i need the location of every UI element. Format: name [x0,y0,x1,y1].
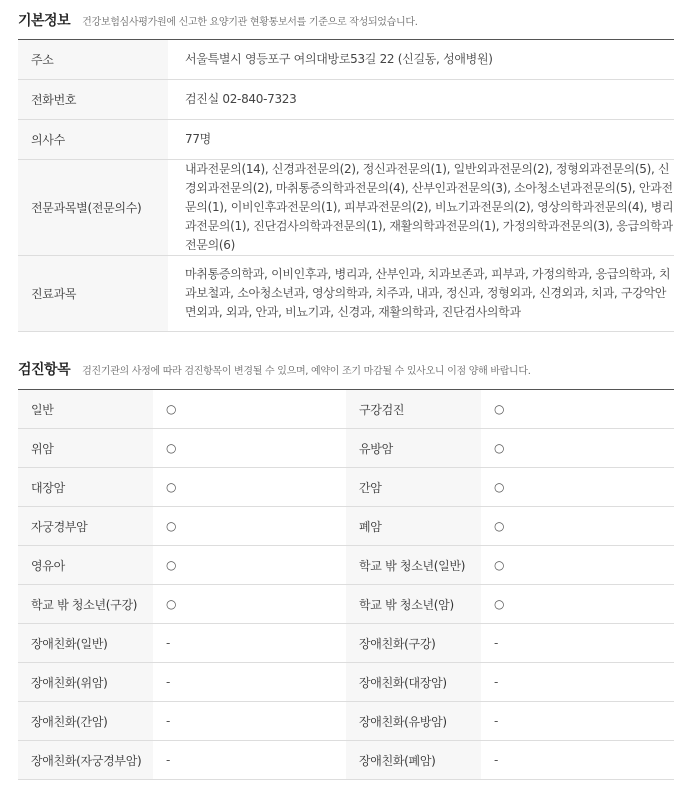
phone-label: 전화번호 [18,80,168,120]
checkup-header [18,357,674,389]
checkup-item-status: ○ [153,546,346,585]
checkup-item-status: ○ [153,507,346,546]
address-value: 서울특별시 영등포구 여의대방로53길 22 (신길동, 성애병원) [168,40,674,80]
checkup-item-status: - [153,663,346,702]
doctor-count-label: 의사수 [18,120,168,160]
checkup-item-label: 간암 [346,468,481,507]
checkup-item-status: ○ [153,468,346,507]
doctor-count-value: 77명 [168,120,674,160]
table-row [18,160,674,256]
address-label: 주소 [18,40,168,80]
table-row [18,390,674,429]
checkup-item-status: ○ [481,507,674,546]
checkup-item-status: - [481,663,674,702]
page-content [18,0,674,780]
checkup-item-label: 대장암 [18,468,153,507]
departments-label: 진료과목 [18,256,168,332]
checkup-item-label: 영유아 [18,546,153,585]
basic-info-table [18,39,674,332]
checkup-item-label: 장애친화(위암) [18,663,153,702]
checkup-item-status: ○ [481,585,674,624]
checkup-item-status: ○ [153,429,346,468]
checkup-item-status: - [153,702,346,741]
table-row [18,585,674,624]
table-row [18,546,674,585]
checkup-item-label: 학교 밖 청소년(암) [346,585,481,624]
checkup-item-status: ○ [481,468,674,507]
checkup-item-status: - [481,624,674,663]
specialists-value: 내과전문의(14), 신경과전문의(2), 정신과전문의(1), 일반외과전문의(2), 정형외과전문의(5), 신경외과전문의(2), 마취통증의학과전문의(4), 산부인과전문의(3), 소아청소년과전문의(5), 안과전문의(1), 이비인후과전문의(1), 피부과전문의(2), 비뇨기과전문의(2), 영상의학과전문의(4), 병리과전문의(1), 진단검사의학과전문의(1), 재활의학과전문의(1), 가정의학과전문의(3), 응급의학과전문의(6) [168,160,674,256]
checkup-item-label: 장애친화(대장암) [346,663,481,702]
basic-info-header [18,0,674,39]
checkup-item-status: - [153,741,346,780]
table-row [18,507,674,546]
checkup-item-label: 장애친화(간암) [18,702,153,741]
checkup-item-status: ○ [481,390,674,429]
checkup-item-status: - [153,624,346,663]
checkup-item-status: - [481,741,674,780]
checkup-items-table [18,389,674,780]
table-row [18,624,674,663]
checkup-item-label: 위암 [18,429,153,468]
checkup-item-status: ○ [153,585,346,624]
table-row [18,741,674,780]
checkup-item-label: 장애친화(폐암) [346,741,481,780]
checkup-item-label: 장애친화(일반) [18,624,153,663]
checkup-item-label: 구강검진 [346,390,481,429]
table-row [18,702,674,741]
basic-info-note: 건강보험심사평가원에 신고한 요양기관 현황통보서를 기준으로 작성되었습니다. [82,17,418,28]
checkup-title: 검진항목 [18,362,71,378]
specialists-label: 전문과목별(전문의수) [18,160,168,256]
table-row [18,256,674,332]
departments-value: 마취통증의학과, 이비인후과, 병리과, 산부인과, 치과보존과, 피부과, 가정의학과, 응급의학과, 치과보철과, 소아청소년과, 영상의학과, 치주과, 내과, 정신과, 정형외과, 신경외과, 치과, 구강악안면외과, 외과, 안과, 비뇨기과, 신경과, 재활의학과, 진단검사의학과 [168,256,674,332]
table-row [18,120,674,160]
checkup-item-status: ○ [481,429,674,468]
phone-value: 검진실 02-840-7323 [168,80,674,120]
checkup-item-label: 장애친화(구강) [346,624,481,663]
checkup-item-status: - [481,702,674,741]
checkup-item-status: ○ [481,546,674,585]
table-row [18,429,674,468]
checkup-note: 검진기관의 사정에 따라 검진항목이 변경될 수 있으며, 예약이 조기 마감될 수 있사오니 이점 양해 바랍니다. [82,366,531,377]
checkup-item-label: 장애친화(유방암) [346,702,481,741]
checkup-item-label: 학교 밖 청소년(일반) [346,546,481,585]
table-row [18,663,674,702]
table-row [18,468,674,507]
checkup-item-label: 학교 밖 청소년(구강) [18,585,153,624]
checkup-item-status: ○ [153,390,346,429]
checkup-item-label: 자궁경부암 [18,507,153,546]
table-row [18,40,674,80]
checkup-item-label: 장애친화(자궁경부암) [18,741,153,780]
table-row [18,80,674,120]
checkup-item-label: 일반 [18,390,153,429]
checkup-item-label: 유방암 [346,429,481,468]
checkup-item-label: 폐암 [346,507,481,546]
basic-info-title: 기본정보 [18,13,71,29]
